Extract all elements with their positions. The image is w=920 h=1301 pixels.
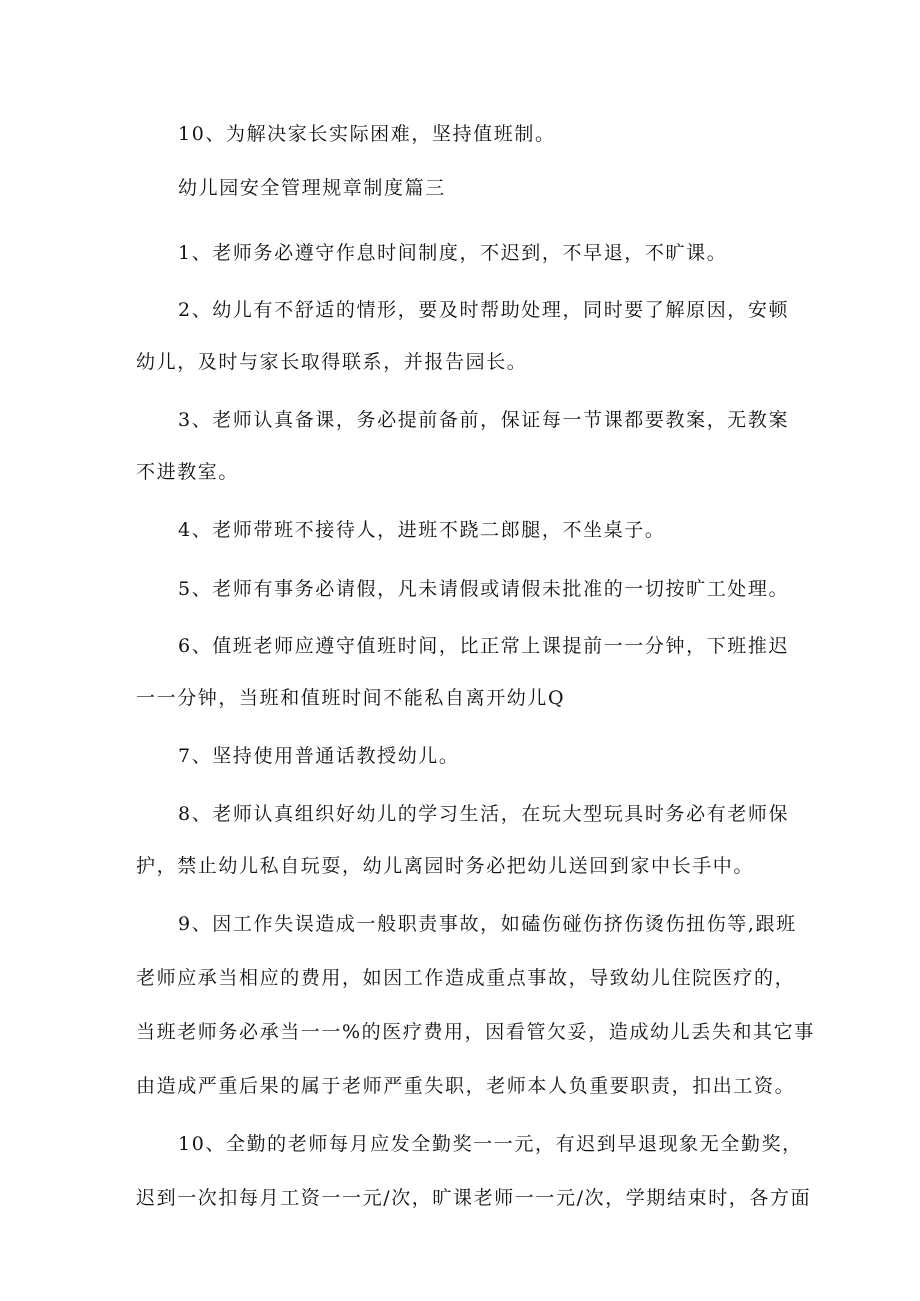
paragraph-line: 3、老师认真备课，务必提前备前，保证每一节课都要教案，无教案 bbox=[178, 409, 790, 431]
paragraph-line: 10、为解决家长实际困难，坚持值班制。 bbox=[178, 123, 556, 145]
paragraph-line: 2、幼儿有不舒适的情形，要及时帮助处理，同时要了解原因，安顿 bbox=[178, 299, 790, 321]
paragraph-line: 幼儿，及时与家长取得联系，并报告园长。 bbox=[136, 351, 528, 373]
paragraph-line: 一一分钟，当班和值班时间不能私自离开幼儿Q bbox=[136, 687, 566, 709]
paragraph-line: 7、坚持使用普通话教授幼儿。 bbox=[178, 745, 460, 767]
paragraph-line: 迟到一次扣每月工资一一元/次，旷课老师一一元/次，学期结束时，各方面 bbox=[136, 1187, 812, 1209]
paragraph-line: 8、老师认真组织好幼儿的学习生活，在玩大型玩具时务必有老师保 bbox=[178, 803, 790, 825]
paragraph-line: 4、老师带班不接待人，进班不跷二郎腿，不坐桌子。 bbox=[178, 519, 666, 541]
paragraph-line: 老师应承当相应的费用，如因工作造成重点事故，导致幼儿住院医疗的， bbox=[136, 967, 796, 989]
paragraph-line: 由造成严重后果的属于老师严重失职，老师本人负重要职责，扣出工资。 bbox=[136, 1075, 796, 1097]
section-heading: 幼儿园安全管理规章制度篇三 bbox=[178, 177, 446, 199]
paragraph-line: 1、老师务必遵守作息时间制度，不迟到，不早退，不旷课。 bbox=[178, 242, 728, 264]
paragraph-line: 护，禁止幼儿私自玩耍，幼儿离园时务必把幼儿送回到家中长手中。 bbox=[136, 855, 755, 877]
paragraph-line: 9、因工作失误造成一般职责事故，如磕伤碰伤挤伤烫伤扭伤等,跟班 bbox=[178, 913, 797, 935]
paragraph-line: 不进教室。 bbox=[136, 461, 240, 483]
paragraph-line: 6、值班老师应遵守值班时间，比正常上课提前一一分钟，下班推迟 bbox=[178, 635, 790, 657]
paragraph-line: 当班老师务必承当一一%的医疗费用，因看管欠妥，造成幼儿丢失和其它事 bbox=[136, 1021, 815, 1043]
paragraph-line: 5、老师有事务必请假，凡未请假或请假未批准的一切按旷工处理。 bbox=[178, 578, 790, 600]
paragraph-line: 10、全勤的老师每月应发全勤奖一一元，有迟到早退现象无全勤奖， bbox=[178, 1133, 803, 1155]
